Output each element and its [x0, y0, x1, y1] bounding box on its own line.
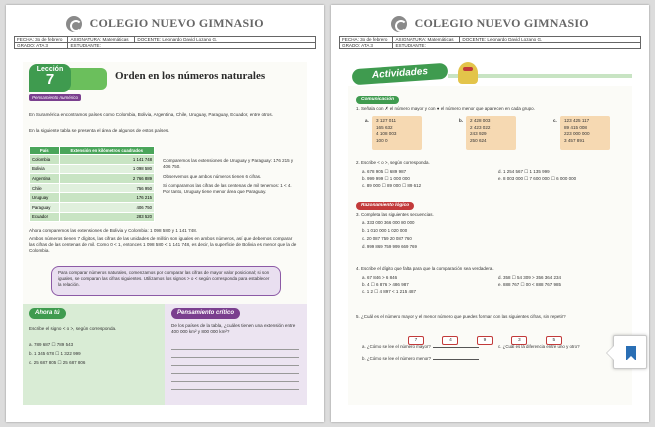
textbook-scan [348, 62, 632, 405]
table-row [30, 212, 155, 222]
topic-tag: Pensamiento numérico [29, 94, 81, 101]
question-3: 3. Completa las siguientes secuencias. [356, 212, 434, 217]
activities-title: Actividades [352, 63, 449, 86]
asignatura-cell: ASIGNATURA: Matemáticas [68, 37, 135, 43]
critical-prompt: De los países de la tabla, ¿cuáles tienen una extensión entre 400 000 km² y 800 000 km²? [171, 323, 296, 334]
digit-box: 4 [442, 336, 458, 345]
asignatura-cell: ASIGNATURA: Matemáticas [393, 37, 460, 43]
sequence-row: b. 1 010 000 1 020 000 [362, 228, 408, 233]
textbook-scan [23, 62, 307, 405]
table-cell: Ecuador [30, 212, 60, 222]
table-row [30, 155, 155, 165]
lesson-ribbon [67, 68, 107, 90]
rule-box [51, 266, 281, 296]
card-value: 243 929 [470, 131, 487, 137]
q4-column-left [362, 274, 416, 295]
table-row [30, 183, 155, 193]
now-you-panel [23, 304, 165, 405]
q5-part-c-text: c. ¿Cuál es la diferencia entre uno y otro? [498, 344, 580, 349]
card-value: 165 632 [376, 124, 393, 130]
compare-paragraph-2: Ambos números tienen 7 dígitos, las cifras de las unidades de millón son iguales en ambos números, así que debemos comparar las cifras de las centenas de mil. Como 0 < 1, entonces 1 098 580 < 1 141 748, es decir, la superficie de Bolivia es menor que la de Colombia. [29, 236, 297, 253]
card-value: 89 415 008 [564, 124, 587, 130]
table-cell: 406 750 [59, 202, 154, 212]
q4-item: b. 4 ☐ 6 876 > 486 987 [362, 282, 409, 287]
q5-part-a [362, 344, 479, 349]
side-paragraph: Comparemos las extensiones de Uruguay y Paraguay: 176 215 y 406 750. [163, 158, 294, 169]
card-label: b. [459, 118, 463, 123]
card-label: a. [365, 118, 369, 123]
q2-item: a. 678 905 ☐ 689 987 [362, 169, 407, 174]
grado-cell: GRADO: ATA 3 [340, 43, 393, 49]
school-logo-icon [66, 16, 82, 32]
fecha-cell: FECHA: 3o de febrero [340, 37, 393, 43]
document-page-2 [331, 5, 649, 422]
card-value: 2 428 003 [470, 118, 491, 123]
q4-column-right [498, 274, 561, 288]
table-cell: Argentina [30, 174, 60, 184]
card-value: 223 000 000 [564, 131, 590, 137]
activities-banner [348, 62, 632, 86]
q5-part-c [498, 344, 580, 349]
digit-box: 9 [477, 336, 493, 345]
fecha-cell: FECHA: 3o de febrero [15, 37, 68, 43]
lesson-title: Orden en los números naturales [115, 70, 266, 82]
q2-column-left [362, 168, 421, 189]
table-cell: Bolivia [30, 164, 60, 174]
q5-part-b [362, 356, 479, 361]
section-tag: Razonamiento lógico [356, 202, 414, 210]
exercise-item: a. 789 687 ☐ 789 543 [29, 342, 74, 347]
exercise-item: c. 25 687 805 ☐ 25 687 806 [29, 360, 86, 365]
side-paragraph: Observemos que ambos números tienen 6 cifras. [163, 173, 262, 179]
sequence-row: d. 999 869 759 999 669 769 [362, 244, 417, 249]
card-label: c. [553, 118, 557, 123]
q4-item: a. 67 846 > 6 846 [362, 275, 398, 280]
q2-item: b. 999 999 ☐ 1 000 000 [362, 176, 410, 181]
docente-cell: DOCENTE: Leonardo David Lozano G. [460, 37, 641, 43]
card-value: 3 457 891 [564, 137, 585, 143]
school-name: COLEGIO NUEVO GIMNASIO [414, 16, 589, 31]
q4-item: e. 888 767 ☐ 00 < 888 767 985 [498, 282, 561, 287]
card-value: 2 423 022 [470, 124, 491, 130]
answer-lines [171, 342, 299, 390]
table-cell: 283 520 [59, 212, 154, 222]
card-value: 3 127 011 [376, 118, 397, 123]
school-header [331, 15, 649, 37]
comparison-explanation [163, 158, 299, 199]
now-you-prompt: Escribe el signo < o >, según corresponda. [29, 326, 117, 331]
digit-box: 7 [408, 336, 424, 345]
q2-item: e. 8 003 000 ☐ 7 600 000 ☐ 6 000 000 [498, 176, 577, 181]
table-header: Extensión en kilómetros cuadrados [59, 147, 154, 155]
table-cell: Chile [30, 183, 60, 193]
intro-paragraph-2: En la siguiente tabla se presenta el área de algunos de estos países. [29, 128, 170, 133]
exercise-item: b. 1 345 678 ☐ 1 322 999 [29, 351, 81, 356]
table-cell: 756 950 [59, 183, 154, 193]
question-4: 4. Escribe el dígito que falta para que la comparación sea verdadera. [356, 266, 494, 271]
table-cell: 176 215 [59, 193, 154, 203]
number-card [553, 116, 610, 150]
intro-paragraph: En Suramérica encontramos países como Colombia, Bolivia, Argentina, Chile, Uruguay, Paraguay, Ecuador, entre otros. [29, 112, 273, 117]
question-1: 1. Señala con ✗ el número mayor y con ● el número menor que aparecen en cada grupo. [356, 106, 535, 111]
bookmark-button[interactable] [613, 335, 647, 369]
card-value: 250 624 [470, 137, 487, 143]
lesson-number: 7 [45, 71, 55, 88]
side-paragraph: Si comparamos las cifras de las centenas de mil tenemos: 1 < 4. Por tanto, Uruguay tiene menor área que Paraguay. [163, 183, 292, 195]
table-cell: Colombia [30, 155, 60, 165]
school-name: COLEGIO NUEVO GIMNASIO [89, 16, 264, 31]
card-value: 123 425 117 [564, 118, 590, 123]
estudiante-cell: ESTUDIANTE: [68, 43, 316, 49]
digit-box: 5 [546, 336, 562, 345]
lesson-badge [29, 64, 71, 92]
estudiante-cell: ESTUDIANTE: [393, 43, 641, 49]
table-header: País [30, 147, 60, 155]
header-info-table [339, 36, 641, 49]
table-cell: 1 141 748 [59, 155, 154, 165]
document-page-1 [6, 5, 324, 422]
critical-thinking-panel [165, 304, 307, 405]
sequence-row: a. 333 000 366 000 80 000 [362, 220, 415, 225]
bookmark-icon [626, 346, 636, 360]
area-table [29, 146, 155, 222]
school-header [6, 15, 324, 37]
table-row [30, 174, 155, 184]
critical-label: Pensamiento crítico [171, 308, 240, 319]
table-row [30, 193, 155, 203]
q2-item: c. 89 000 ☐ 89 000 ☐ 89 612 [362, 183, 422, 188]
digit-box: 3 [511, 336, 527, 345]
q2-item: d. 1 254 567 ☐ 1 135 999 [498, 169, 550, 174]
superhero-icon [458, 62, 478, 84]
number-card [459, 116, 516, 150]
docente-cell: DOCENTE: Leonardo David Lozano G. [135, 37, 316, 43]
card-value: 100 0 [376, 137, 388, 143]
table-row [30, 164, 155, 174]
table-cell: 1 098 580 [59, 164, 154, 174]
question-2: 2. Escribe < o >, según corresponda. [356, 160, 430, 165]
q5-part-a-text: a. ¿Cómo se lee el número mayor? [362, 344, 431, 349]
number-card [365, 116, 422, 150]
lesson-label: Lección [36, 66, 64, 73]
school-logo-icon [391, 16, 407, 32]
now-you-label: Ahora tú [29, 308, 66, 319]
grado-cell: GRADO: ATA 3 [15, 43, 68, 49]
section-tag: Comunicación [356, 96, 399, 104]
table-cell: Uruguay [30, 193, 60, 203]
table-cell: 2 766 889 [59, 174, 154, 184]
table-row [30, 202, 155, 212]
question-5: 5. ¿Cuál es el número mayor y el menor número que puedes formar con las siguientes cifras, sin repetir? [356, 314, 566, 319]
q5-part-b-text: b. ¿Cómo se lee el número menor? [362, 356, 432, 361]
table-cell: Paraguay [30, 202, 60, 212]
q4-item: d. 358 ☐ 54 309 > 356 364 234 [498, 275, 561, 280]
sequence-row: c. 20 087 759 20 087 760 [362, 236, 412, 241]
card-value: 4 108 003 [376, 131, 397, 137]
exercise-list [29, 340, 85, 367]
q2-column-right [498, 168, 576, 182]
header-info-table [14, 36, 316, 49]
rule-text: Para comparar números naturales, comenzamos por comparar las cifras de mayor valor posicional; si son iguales, se comparan las cifras siguientes. Utilizamos los signos > o < según corresponda para establecer la relación. [58, 270, 270, 287]
compare-paragraph: Ahora comparemos las extensiones de Bolivia y Colombia: 1 098 580 y 1 141 748. [29, 228, 198, 233]
q4-item: c. 1 2 ☐ 4 897 < 1 215 487 [362, 289, 416, 294]
